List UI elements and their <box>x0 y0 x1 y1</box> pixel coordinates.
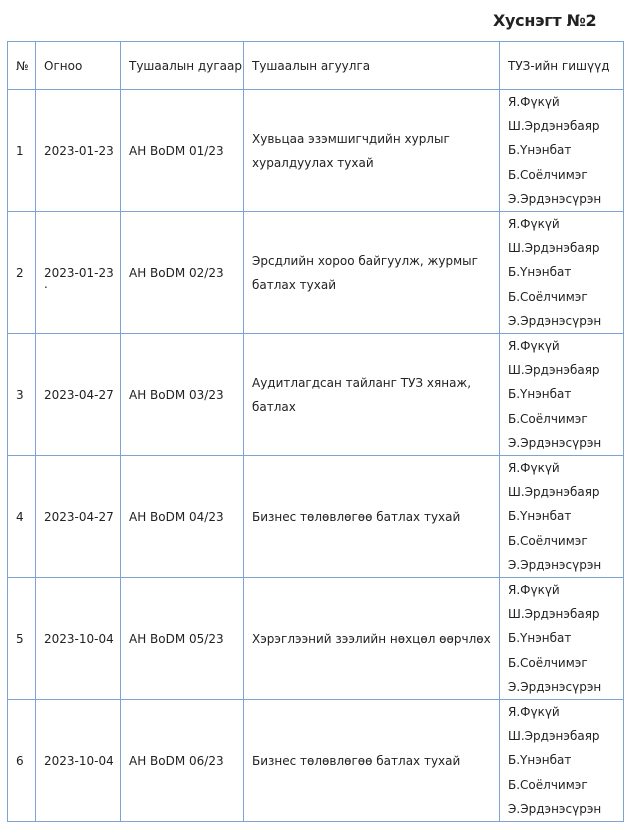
date-text: 2023-01-23 <box>44 265 114 280</box>
row-date: 2023-04-27 <box>36 456 121 578</box>
member-name: Я.Фүкүй <box>508 705 560 720</box>
row-number: 3 <box>8 334 36 456</box>
member-name: Я.Фүкүй <box>508 339 560 354</box>
table-row <box>8 334 624 456</box>
member-name: Э.Эрдэнэсүрэн <box>508 435 602 450</box>
row-order-number: АН BoDM 05/23 <box>121 578 244 700</box>
header-row <box>8 42 624 90</box>
table-title: Хуснэгт №2 <box>493 11 597 30</box>
row-members <box>500 90 624 212</box>
table-row <box>8 456 624 578</box>
member-name: Б.Соёлчимэг <box>508 411 588 426</box>
row-members <box>500 456 624 578</box>
row-order-number: АН BoDM 06/23 <box>121 700 244 822</box>
member-name: Б.Соёлчимэг <box>508 167 588 182</box>
row-date: 2023-10-04 <box>36 578 121 700</box>
member-name: Б.Үнэнбат <box>508 509 572 524</box>
member-name: Б.Үнэнбат <box>508 143 572 158</box>
row-date: 2023-04-27 <box>36 334 121 456</box>
row-members <box>500 334 624 456</box>
row-number: 4 <box>8 456 36 578</box>
row-number: 2 <box>8 212 36 334</box>
member-name: Я.Фүкүй <box>508 461 560 476</box>
member-name: Э.Эрдэнэсүрэн <box>508 679 602 694</box>
header-date: Огноо <box>36 42 121 90</box>
row-subject: Хувьцаа эзэмшигчдийн хурлыг хуралдуулах тухай <box>244 90 500 212</box>
member-name: Б.Соёлчимэг <box>508 289 588 304</box>
row-date: 2023-10-04 <box>36 700 121 822</box>
row-order-number: АН BoDM 03/23 <box>121 334 244 456</box>
row-members <box>500 700 624 822</box>
orders-table <box>7 41 624 822</box>
member-name: Ш.Эрдэнэбаяр <box>508 607 600 622</box>
table-row <box>8 90 624 212</box>
row-order-number: АН BoDM 01/23 <box>121 90 244 212</box>
row-subject: Бизнес төлөвлөгөө батлах тухай <box>244 456 500 578</box>
row-date <box>36 212 121 334</box>
member-name: Э.Эрдэнэсүрэн <box>508 313 602 328</box>
row-number: 1 <box>8 90 36 212</box>
header-no: № <box>8 42 36 90</box>
header-members: ТУЗ-ийн гишүүд <box>500 42 624 90</box>
member-name: Ш.Эрдэнэбаяр <box>508 241 600 256</box>
row-order-number: АН BoDM 02/23 <box>121 212 244 334</box>
row-subject: Бизнес төлөвлөгөө батлах тухай <box>244 700 500 822</box>
table-row <box>8 578 624 700</box>
row-members <box>500 578 624 700</box>
member-name: Б.Үнэнбат <box>508 387 572 402</box>
header-subject: Тушаалын агуулга <box>244 42 500 90</box>
member-name: Я.Фүкүй <box>508 95 560 109</box>
row-members <box>500 212 624 334</box>
member-name: Б.Үнэнбат <box>508 631 572 646</box>
member-name: Б.Соёлчимэг <box>508 655 588 670</box>
row-subject: Аудитлагдсан тайланг ТУЗ хянаж, батлах <box>244 334 500 456</box>
member-name: Б.Үнэнбат <box>508 753 572 768</box>
row-order-number: АН BoDM 04/23 <box>121 456 244 578</box>
row-number: 6 <box>8 700 36 822</box>
member-name: Я.Фүкүй <box>508 583 560 598</box>
member-name: Б.Соёлчимэг <box>508 533 588 548</box>
member-name: Б.Соёлчимэг <box>508 777 588 792</box>
date-mark: . <box>44 276 48 291</box>
member-name: Б.Үнэнбат <box>508 265 572 280</box>
row-subject: Эрсдлийн хороо байгуулж, журмыг батлах тухай <box>244 212 500 334</box>
member-name: Э.Эрдэнэсүрэн <box>508 801 602 816</box>
member-name: Ш.Эрдэнэбаяр <box>508 363 600 378</box>
member-name: Ш.Эрдэнэбаяр <box>508 729 600 744</box>
header-order-no: Тушаалын дугаар <box>121 42 244 90</box>
row-subject: Хэрэглээний зээлийн нөхцөл өөрчлөх <box>244 578 500 700</box>
member-name: Ш.Эрдэнэбаяр <box>508 485 600 500</box>
table-row <box>8 700 624 822</box>
member-name: Э.Эрдэнэсүрэн <box>508 191 602 206</box>
member-name: Я.Фүкүй <box>508 217 560 232</box>
member-name: Ш.Эрдэнэбаяр <box>508 119 600 134</box>
row-number: 5 <box>8 578 36 700</box>
table-row <box>8 212 624 334</box>
member-name: Э.Эрдэнэсүрэн <box>508 557 602 572</box>
row-date: 2023-01-23 <box>36 90 121 212</box>
